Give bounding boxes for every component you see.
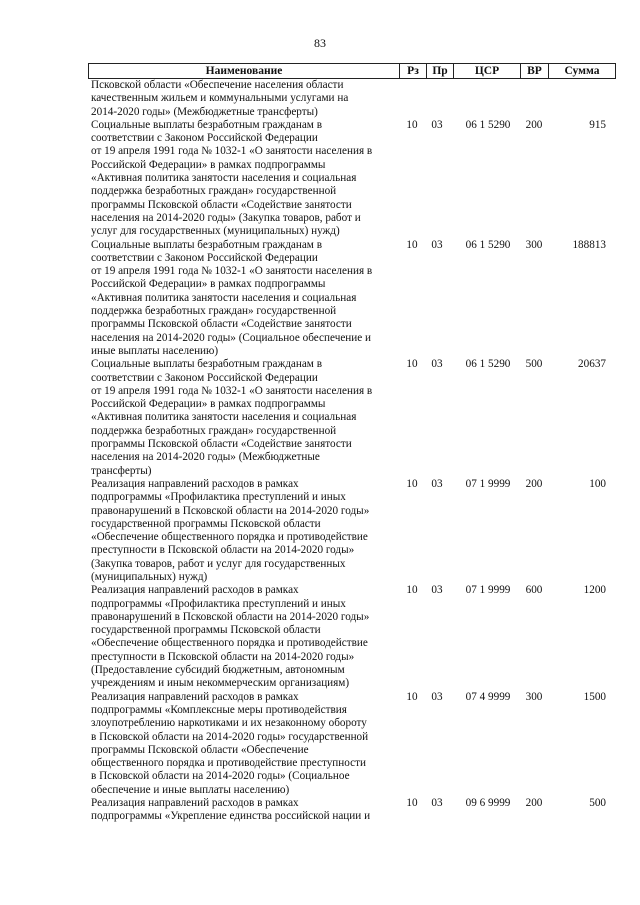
row-rz: 10: [406, 358, 418, 371]
row-csr: 06 1 5290: [465, 118, 511, 131]
table-row: [0, 239, 640, 359]
row-vr: 200: [525, 118, 543, 131]
row-csr: 06 1 5290: [465, 238, 511, 251]
table-row: [0, 691, 640, 797]
row-csr: 06 1 5290: [465, 358, 511, 371]
row-rz: 10: [406, 238, 418, 251]
row-vr: 300: [525, 690, 543, 703]
row-pr: 03: [431, 690, 443, 703]
row-vr: 200: [525, 797, 543, 810]
row-sum: 1200: [583, 584, 606, 597]
row-name: Реализация направлений расходов в рамках подпрограммы «Комплексные меры противодействия злоупотреблению наркотиками и их незаконному обороту в Псковской области на 2014-2020 годы» государственной программы Псковской области «Обеспечение общественного порядка и противодействие преступности в Псковской области на 2014-2020 годы» (Социальное обеспечение и иные выплаты населению): [91, 690, 369, 796]
row-name: Реализация направлений расходов в рамках подпрограммы «Профилактика преступлений и иных правонарушений в Псковской области на 2014-2020 годы» государственной программы Псковской области «Обеспечение общественного порядка и противодействие преступности в Псковской области на 2014-2020 годы» (Закупка товаров, работ и услуг для государственных (муниципальных) нужд): [91, 477, 370, 583]
table-body: [0, 79, 640, 824]
row-sum: 100: [589, 477, 606, 490]
column-header-sum: Сумма: [548, 64, 615, 78]
table-row: [0, 797, 640, 824]
row-rz: 10: [406, 584, 418, 597]
row-vr: 500: [525, 358, 543, 371]
row-vr: 200: [525, 477, 543, 490]
column-header-name: Наименование: [205, 65, 283, 77]
column-header-vr: ВР: [520, 64, 548, 78]
row-pr: 03: [431, 584, 443, 597]
row-vr: 600: [525, 584, 543, 597]
table-row: [0, 584, 640, 690]
table-row: [0, 119, 640, 239]
row-pr: 03: [431, 118, 443, 131]
row-pr: 03: [431, 358, 443, 371]
row-rz: 10: [406, 797, 418, 810]
table-row: [0, 358, 640, 478]
row-vr: 300: [525, 238, 543, 251]
row-csr: 07 4 9999: [465, 690, 511, 703]
row-sum: 188813: [572, 238, 606, 251]
column-header-pr: Пр: [426, 64, 453, 78]
row-name: Социальные выплаты безработным гражданам в соответствии с Законом Российской Федерации от 19 апреля 1991 года № 1032-1 «О занятости населения в Российской Федерации» в рамках подпрограммы «Активная политика занятости населения и социальная поддержка безработных граждан» государственной программы Псковской области «Содействие занятости населения на 2014-2020 годы» (Закупка товаров, работ и услуг для государственных (муниципальных) нужд): [91, 118, 373, 238]
column-header-csr: ЦСР: [453, 64, 520, 78]
table-row: [0, 79, 640, 119]
table-header: [88, 63, 616, 79]
row-name: Социальные выплаты безработным гражданам в соответствии с Законом Российской Федерации от 19 апреля 1991 года № 1032-1 «О занятости населения в Российской Федерации» в рамках подпрограммы «Активная политика занятости населения и социальная поддержка безработных граждан» государственной программы Псковской области «Содействие занятости населения на 2014-2020 годы» (Социальное обеспечение и иные выплаты населению): [91, 238, 373, 357]
column-header-rz: Рз: [399, 64, 426, 78]
row-pr: 03: [431, 238, 443, 251]
page-number: 83: [314, 36, 326, 50]
row-rz: 10: [406, 477, 418, 490]
row-name: Социальные выплаты безработным гражданам в соответствии с Законом Российской Федерации от 19 апреля 1991 года № 1032-1 «О занятости населения в Российской Федерации» в рамках подпрограммы «Активная политика занятости населения и социальная поддержка безработных граждан» государственной программы Псковской области «Содействие занятости населения на 2014-2020 годы» (Межбюджетные трансферты): [91, 358, 373, 477]
row-name: Реализация направлений расходов в рамках подпрограммы «Укрепление единства российской нации и: [91, 797, 371, 823]
row-pr: 03: [431, 797, 443, 810]
row-sum: 1500: [583, 690, 606, 703]
row-rz: 10: [406, 690, 418, 703]
row-sum: 20637: [578, 358, 606, 371]
row-sum: 915: [589, 118, 606, 131]
row-pr: 03: [431, 477, 443, 490]
table-row: [0, 478, 640, 584]
row-csr: 07 1 9999: [465, 477, 511, 490]
row-name: Псковской области «Обеспечение населения области качественным жильем и коммунальными услугами на 2014-2020 годы» (Межбюджетные трансферты): [91, 79, 349, 118]
row-name: Реализация направлений расходов в рамках подпрограммы «Профилактика преступлений и иных правонарушений в Псковской области на 2014-2020 годы» государственной программы Псковской области «Обеспечение общественного порядка и противодействие преступности в Псковской области на 2014-2020 годы» (Предоставление субсидий бюджетным, автономным учреждениям и иным некоммерческим организациям): [91, 584, 370, 690]
row-csr: 09 6 9999: [465, 797, 511, 810]
row-rz: 10: [406, 118, 418, 131]
row-sum: 500: [589, 797, 606, 810]
row-csr: 07 1 9999: [465, 584, 511, 597]
